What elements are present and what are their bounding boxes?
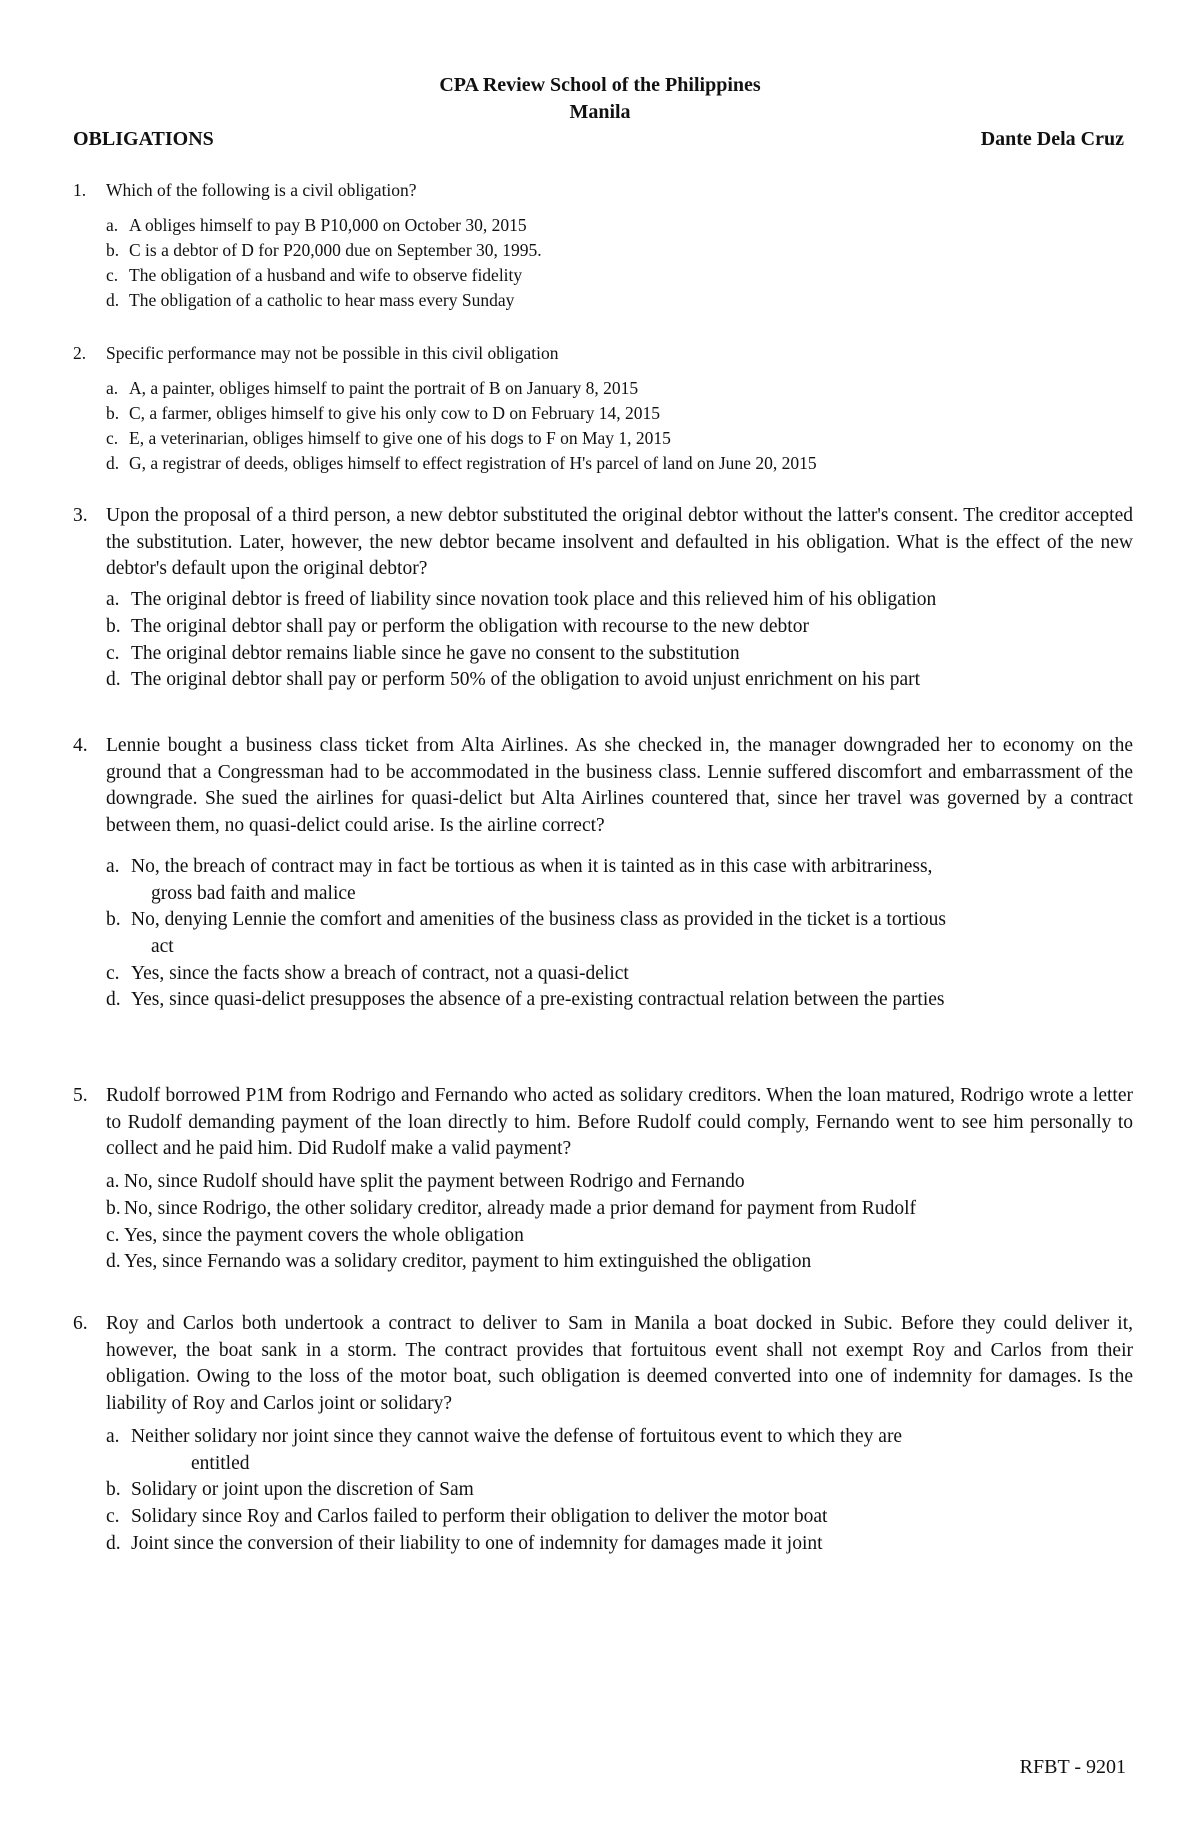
question-text: Lennie bought a business class ticket from Alta Airlines. As she checked in, the manager downgraded her to economy on the ground that a Congressman had to be accommodated in the business class. Lennie suffered discomfort and embarrassment of the downgrade. She sued the airlines for quasi-delict but Alta Airlines countered that, since her travel was governed by a contract between them, no quasi-delict could arise. Is the airline correct? [106, 735, 1133, 837]
option-label: c. [106, 1224, 120, 1246]
option-c [106, 1223, 1133, 1250]
option-text: The obligation of a catholic to hear mass every Sunday [129, 290, 515, 310]
question-text: Which of the following is a civil obligation? [106, 180, 417, 200]
question-text: Roy and Carlos both undertook a contract to deliver to Sam in Manila a boat docked in Subic. Before they could deliver it, however, the boat sank in a storm. The contract provides that fortuitous event shall not exempt Roy and Carlos from their obligation. Owing to the loss of the motor boat, such obligation is deemed converted into one of indemnity for damages. Is the liability of Roy and Carlos joint or solidary? [106, 1313, 1133, 1415]
option-text: Yes, since quasi-delict presupposes the absence of a pre-existing contractual relation between the parties [131, 989, 945, 1011]
option-d [106, 288, 1133, 313]
question-6 [73, 1311, 1133, 1557]
option-text: A, a painter, obliges himself to paint the portrait of B on January 8, 2015 [129, 378, 639, 398]
question-number: 5. [73, 1085, 88, 1106]
option-c [106, 426, 1133, 451]
option-list [106, 1169, 1133, 1276]
option-b [106, 907, 1133, 960]
option-text: A obliges himself to pay B P10,000 on October 30, 2015 [129, 215, 527, 235]
option-label: a. [106, 589, 120, 611]
option-text: The original debtor is freed of liability since novation took place and this relieved him of his obligation [131, 589, 937, 611]
option-a [106, 587, 1133, 614]
option-b [106, 1196, 1133, 1223]
option-label: b. [106, 909, 121, 931]
question-number: 3. [73, 505, 88, 526]
option-list [106, 854, 1133, 1014]
school-city: Manila [569, 101, 631, 123]
option-text-continued: gross bad faith and malice [151, 882, 356, 904]
question-5 [73, 1083, 1133, 1276]
option-text: The original debtor shall pay or perform the obligation with recourse to the new debtor [131, 615, 809, 637]
option-d [106, 451, 1133, 476]
option-label: d. [106, 290, 120, 310]
subject-title: OBLIGATIONS [73, 128, 214, 150]
question-1 [73, 178, 1133, 313]
option-text-continued: entitled [191, 1452, 250, 1474]
question-4 [73, 733, 1133, 1014]
option-text: No, the breach of contract may in fact be tortious as when it is tainted as in this case with arbitrariness, [131, 855, 933, 877]
option-text: C is a debtor of D for P20,000 due on September 30, 1995. [129, 240, 542, 260]
option-c [106, 961, 1133, 988]
option-text: No, since Rudolf should have split the payment between Rodrigo and Fernando [124, 1171, 745, 1193]
question-number: 1. [73, 180, 87, 200]
option-label: b. [106, 1197, 121, 1219]
question-text: Specific performance may not be possible in this civil obligation [106, 343, 559, 363]
question-text: Rudolf borrowed P1M from Rodrigo and Fernando who acted as solidary creditors. When the loan matured, Rodrigo wrote a letter to Rudolf demanding payment of the loan directly to him. Before Rudolf could comply, Fernando went to see him personally to collect and he paid him. Did Rudolf make a valid payment? [106, 1085, 1133, 1160]
page-code: RFBT - 9201 [1019, 1756, 1126, 1778]
option-text: C, a farmer, obliges himself to give his only cow to D on February 14, 2015 [129, 403, 661, 423]
option-label: b. [106, 403, 120, 423]
option-list [106, 1424, 1133, 1558]
question-number: 4. [73, 735, 88, 756]
option-label: b. [106, 240, 120, 260]
option-c [106, 641, 1133, 668]
option-text: No, since Rodrigo, the other solidary creditor, already made a prior demand for payment from Rudolf [124, 1197, 916, 1219]
option-d [106, 1531, 1133, 1558]
option-label: d. [106, 989, 121, 1011]
option-list [106, 376, 1133, 476]
option-d [106, 987, 1133, 1014]
option-text: E, a veterinarian, obliges himself to give one of his dogs to F on May 1, 2015 [129, 428, 671, 448]
option-text: Joint since the conversion of their liability to one of indemnity for damages made it joint [131, 1532, 823, 1554]
option-c [106, 1504, 1133, 1531]
option-label: c. [106, 642, 120, 664]
option-text: The obligation of a husband and wife to observe fidelity [129, 265, 523, 285]
option-a [106, 1169, 1133, 1196]
option-label: d. [106, 1532, 121, 1554]
option-label: a. [106, 215, 119, 235]
option-label: c. [106, 265, 119, 285]
option-text: The original debtor shall pay or perform 50% of the obligation to avoid unjust enrichment on his part [131, 669, 921, 691]
question-number: 2. [73, 343, 87, 363]
option-text: Yes, since Fernando was a solidary creditor, payment to him extinguished the obligation [124, 1251, 812, 1273]
question-3 [73, 503, 1133, 694]
school-name: CPA Review School of the Philippines [439, 74, 761, 96]
option-a [106, 213, 1133, 238]
option-list [106, 587, 1133, 694]
question-number: 6. [73, 1313, 88, 1334]
option-label: d. [106, 453, 120, 473]
option-label: b. [106, 1479, 121, 1501]
option-b [106, 1477, 1133, 1504]
option-text: G, a registrar of deeds, obliges himself to effect registration of H's parcel of land on June 20, 2015 [129, 453, 817, 473]
option-label: a. [106, 1171, 120, 1193]
option-text-continued: act [151, 935, 174, 957]
option-a [106, 376, 1133, 401]
option-label: a. [106, 855, 120, 877]
option-d [106, 1249, 1133, 1276]
option-text: Solidary or joint upon the discretion of Sam [131, 1479, 474, 1501]
option-label: a. [106, 1425, 120, 1447]
option-label: c. [106, 428, 119, 448]
option-label: b. [106, 615, 121, 637]
option-label: d. [106, 1251, 121, 1273]
option-list [106, 213, 1133, 313]
option-c [106, 263, 1133, 288]
option-text: Neither solidary nor joint since they cannot waive the defense of fortuitous event to which they are [131, 1425, 903, 1447]
option-b [106, 614, 1133, 641]
option-b [106, 238, 1133, 263]
option-text: The original debtor remains liable since he gave no consent to the substitution [131, 642, 740, 664]
option-d [106, 667, 1133, 694]
option-label: c. [106, 962, 120, 984]
option-text: Yes, since the payment covers the whole obligation [124, 1224, 524, 1246]
option-label: c. [106, 1505, 120, 1527]
option-text: No, denying Lennie the comfort and amenities of the business class as provided in the ticket is a tortious [131, 909, 947, 931]
option-label: d. [106, 669, 121, 691]
question-2 [73, 341, 1133, 476]
option-label: a. [106, 378, 119, 398]
option-a [106, 1424, 1133, 1477]
option-text: Solidary since Roy and Carlos failed to perform their obligation to deliver the motor boat [131, 1505, 828, 1527]
option-a [106, 854, 1133, 907]
option-b [106, 401, 1133, 426]
option-text: Yes, since the facts show a breach of contract, not a quasi-delict [131, 962, 629, 984]
question-text: Upon the proposal of a third person, a new debtor substituted the original debtor without the latter's consent. The creditor accepted the substitution. Later, however, the new debtor became insolvent and defaulted in his obligation. What is the effect of the new debtor's default upon the original debtor? [106, 505, 1133, 580]
author-name: Dante Dela Cruz [980, 128, 1124, 150]
